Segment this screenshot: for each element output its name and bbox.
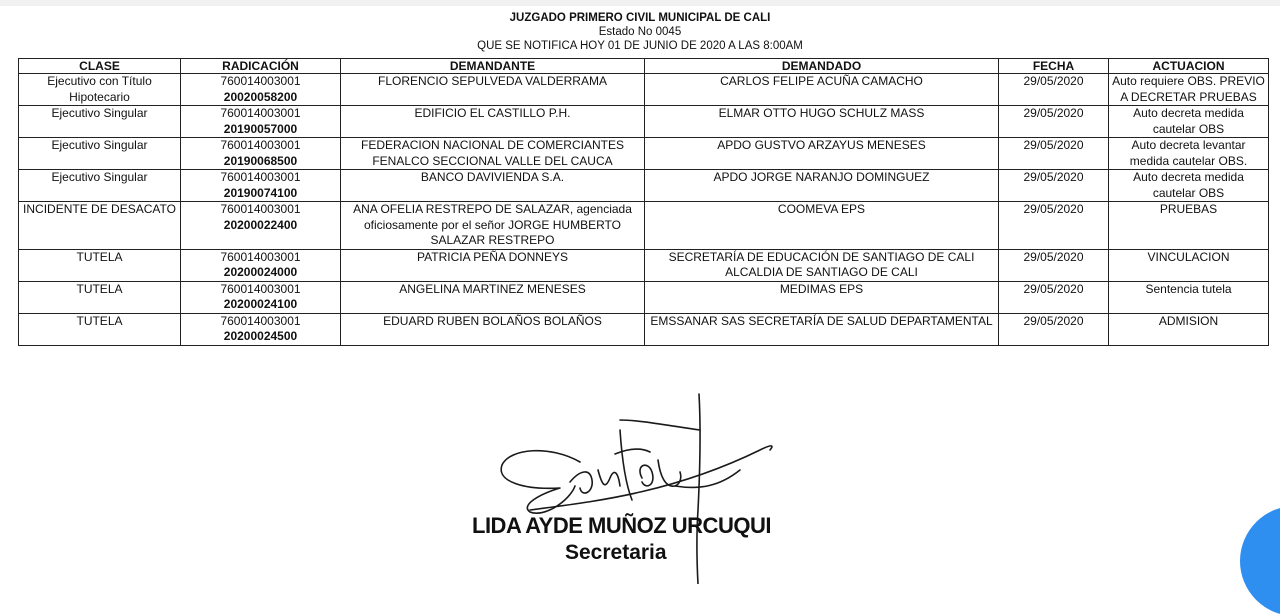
cell-actuacion: Sentencia tutela bbox=[1109, 281, 1269, 313]
cell-fecha: 29/05/2020 bbox=[999, 313, 1109, 345]
estado-table bbox=[18, 58, 1269, 346]
col-header-fecha: FECHA bbox=[999, 59, 1109, 74]
notice-line: QUE SE NOTIFICA HOY 01 DE JUNIO DE 2020 A LAS 8:00AM bbox=[477, 40, 803, 52]
rad-number: 20190057000 bbox=[223, 121, 298, 136]
cell-clase: Ejecutivo Singular bbox=[19, 138, 181, 170]
col-header-actuacion: ACTUACION bbox=[1109, 59, 1269, 74]
cell-radicacion bbox=[181, 74, 341, 106]
table-row bbox=[19, 138, 1269, 170]
cell-demandante: FLORENCIO SEPULVEDA VALDERRAMA bbox=[341, 74, 645, 106]
rad-prefix: 760014003001 bbox=[220, 202, 301, 216]
cell-radicacion bbox=[181, 170, 341, 202]
cell-radicacion bbox=[181, 202, 341, 250]
cell-demandado: CARLOS FELIPE ACUÑA CAMACHO bbox=[645, 74, 999, 106]
estado-number: Estado No 0045 bbox=[598, 26, 682, 38]
cell-actuacion: Auto requiere OBS. PREVIO A DECRETAR PRUEBAS bbox=[1109, 74, 1269, 106]
cell-clase: Ejecutivo Singular bbox=[19, 106, 181, 138]
cell-actuacion: Auto decreta levantar medida cautelar OBS. bbox=[1109, 138, 1269, 170]
table-row bbox=[19, 106, 1269, 138]
rad-number: 20200024000 bbox=[223, 265, 298, 279]
cell-radicacion bbox=[181, 106, 341, 138]
rad-prefix: 760014003001 bbox=[220, 313, 301, 328]
signer-role: Secretaria bbox=[565, 541, 667, 564]
cell-actuacion: ADMISION bbox=[1109, 313, 1269, 345]
cell-actuacion: Auto decreta medida cautelar OBS bbox=[1109, 106, 1269, 138]
rad-prefix: 760014003001 bbox=[220, 249, 301, 264]
rad-number: 20190074100 bbox=[223, 185, 298, 200]
cell-demandado: EMSSANAR SAS SECRETARÍA DE SALUD DEPARTAMENTAL bbox=[645, 313, 999, 345]
cell-demandado: APDO GUSTVO ARZAYUS MENESES bbox=[645, 138, 999, 170]
signer-name: LIDA AYDE MUÑOZ URCUQUI bbox=[472, 513, 771, 538]
cell-demandado: APDO JORGE NARANJO DOMINGUEZ bbox=[645, 170, 999, 202]
col-header-demandante: DEMANDANTE bbox=[341, 59, 645, 74]
cell-radicacion bbox=[181, 281, 341, 313]
cell-demandante: EDUARD RUBEN BOLAÑOS BOLAÑOS bbox=[341, 313, 645, 345]
cell-fecha: 29/05/2020 bbox=[999, 106, 1109, 138]
cell-radicacion bbox=[181, 249, 341, 281]
court-title: JUZGADO PRIMERO CIVIL MUNICIPAL DE CALI bbox=[509, 12, 771, 24]
rad-number: 20200024500 bbox=[223, 329, 298, 343]
cell-demandado: SECRETARÍA DE EDUCACIÓN DE SANTIAGO DE CALI ALCALDIA DE SANTIAGO DE CALI bbox=[645, 249, 999, 281]
floating-action-button[interactable] bbox=[1240, 506, 1280, 616]
cell-radicacion bbox=[181, 313, 341, 345]
table-row bbox=[19, 202, 1269, 250]
table-row bbox=[19, 281, 1269, 313]
cell-fecha: 29/05/2020 bbox=[999, 74, 1109, 106]
cell-actuacion: PRUEBAS bbox=[1109, 202, 1269, 250]
cell-demandante: ANGELINA MARTINEZ MENESES bbox=[341, 281, 645, 313]
cell-fecha: 29/05/2020 bbox=[999, 202, 1109, 250]
cell-clase: TUTELA bbox=[19, 249, 181, 281]
col-header-radicacion: RADICACIÓN bbox=[181, 59, 341, 74]
col-header-clase: CLASE bbox=[19, 59, 181, 74]
table-row bbox=[19, 313, 1269, 345]
cell-demandante: BANCO DAVIVIENDA S.A. bbox=[341, 170, 645, 202]
cell-fecha: 29/05/2020 bbox=[999, 170, 1109, 202]
rad-prefix: 760014003001 bbox=[220, 170, 301, 184]
table-row bbox=[19, 249, 1269, 281]
cell-actuacion: Auto decreta medida cautelar OBS bbox=[1109, 170, 1269, 202]
cell-demandante: FEDERACION NACIONAL DE COMERCIANTES FENALCO SECCIONAL VALLE DEL CAUCA bbox=[341, 138, 645, 170]
cell-radicacion bbox=[181, 138, 341, 170]
rad-prefix: 760014003001 bbox=[220, 74, 301, 88]
cell-demandante: EDIFICIO EL CASTILLO P.H. bbox=[341, 106, 645, 138]
cell-clase: INCIDENTE DE DESACATO bbox=[19, 202, 181, 250]
top-strip bbox=[0, 0, 1280, 6]
cell-clase: TUTELA bbox=[19, 281, 181, 313]
table-row bbox=[19, 74, 1269, 106]
cell-demandado: MEDIMAS EPS bbox=[645, 281, 999, 313]
rad-prefix: 760014003001 bbox=[220, 106, 301, 120]
rad-number: 20200022400 bbox=[223, 217, 298, 232]
table-header-row bbox=[19, 59, 1269, 74]
col-header-demandado: DEMANDADO bbox=[645, 59, 999, 74]
cell-clase: Ejecutivo Singular bbox=[19, 170, 181, 202]
rad-prefix: 760014003001 bbox=[220, 281, 301, 296]
cell-fecha: 29/05/2020 bbox=[999, 249, 1109, 281]
cell-clase: Ejecutivo con Título Hipotecario bbox=[19, 74, 181, 106]
cell-fecha: 29/05/2020 bbox=[999, 281, 1109, 313]
rad-number: 20190068500 bbox=[223, 153, 298, 168]
cell-actuacion: VINCULACION bbox=[1109, 249, 1269, 281]
rad-number: 20200024100 bbox=[223, 297, 298, 311]
cell-demandante: ANA OFELIA RESTREPO DE SALAZAR, agenciada oficiosamente por el señor JORGE HUMBERTO SALAZAR RESTREPO bbox=[341, 202, 645, 250]
document-header bbox=[0, 11, 1280, 53]
cell-demandado: COOMEVA EPS bbox=[645, 202, 999, 250]
table-row bbox=[19, 170, 1269, 202]
rad-number: 20020058200 bbox=[223, 89, 298, 104]
cell-clase: TUTELA bbox=[19, 313, 181, 345]
cell-demandado: ELMAR OTTO HUGO SCHULZ MASS bbox=[645, 106, 999, 138]
cell-demandante: PATRICIA PEÑA DONNEYS bbox=[341, 249, 645, 281]
rad-prefix: 760014003001 bbox=[220, 138, 301, 152]
cell-fecha: 29/05/2020 bbox=[999, 138, 1109, 170]
